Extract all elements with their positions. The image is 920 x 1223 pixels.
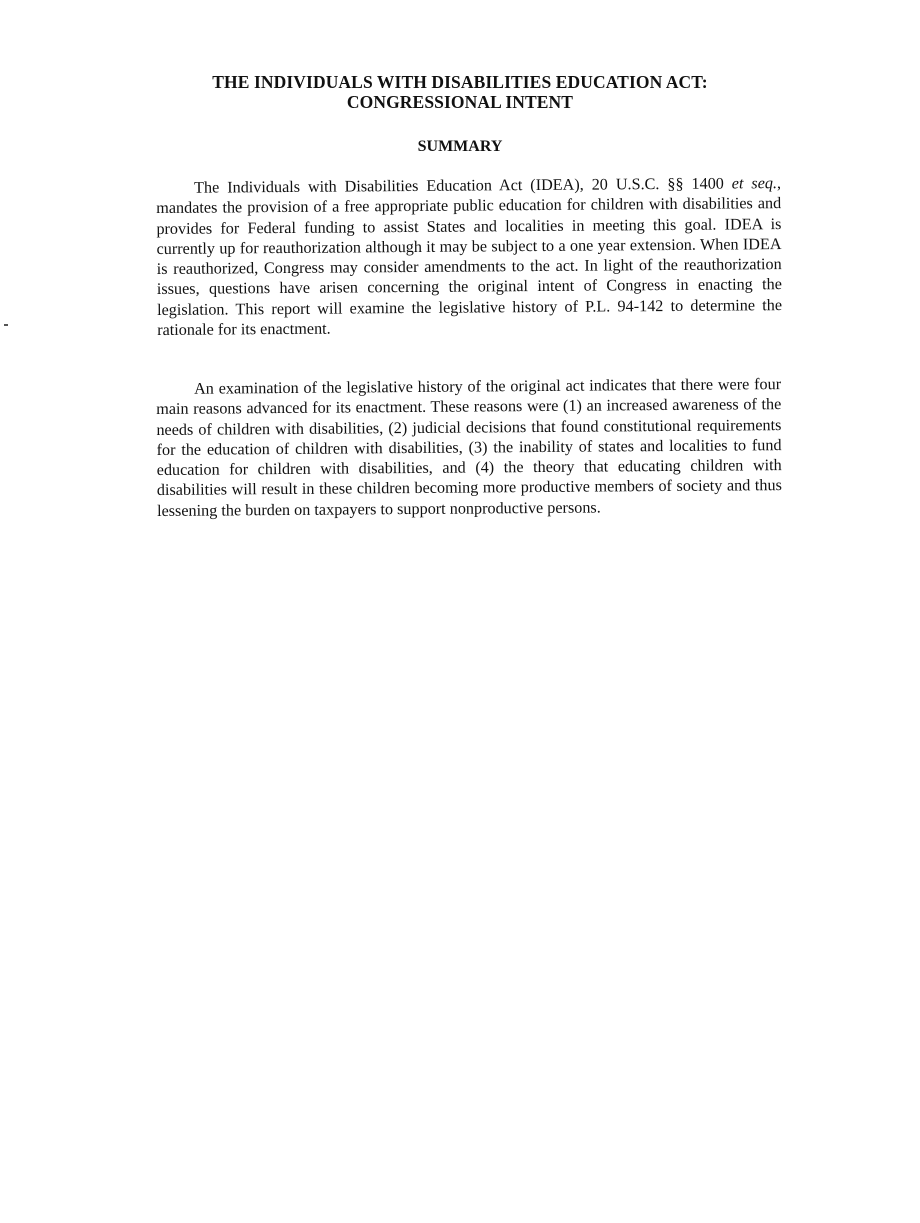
title-line-1: THE INDIVIDUALS WITH DISABILITIES EDUCATION ACT: (212, 72, 708, 92)
title-line-2: CONGRESSIONAL INTENT (346, 92, 574, 112)
summary-paragraph-2: An examination of the legislative history of the original act indicates that there were four main reasons advanced for its enactment. These reasons were (1) an increased awareness of the needs of children with disabilities, (2) judicial decisions that found constitutional requirements for the education of children with disabilities, (3) the inability of states and localities to fund education for children with disabilities, and (4) the theory that educating children with disabilities will result in these children becoming more productive members of society and thus lessening the burden on taxpayers to support nonproductive persons. (156, 375, 782, 520)
paragraph-1-rest: , mandates the provision of a free appropriate public education for children with disabilities and provides for Federal funding to assist States and localities in meeting this goal. IDEA is currently up for reauthorization although it may be subject to a one year extension. When IDEA is reauthorized, Congress may consider amendments to the act. In light of the reauthorization issues, questions have arisen concerning the original intent of Congress in enacting the legislation. This report will examine the legislative history of P.L. 94-142 to determine the rationale for its enactment. (156, 174, 783, 340)
summary-paragraph-1 (156, 173, 782, 340)
document-title (130, 72, 790, 112)
margin-mark (4, 324, 8, 326)
summary-heading: SUMMARY (417, 138, 503, 155)
paragraph-1-lead: The Individuals with Disabilities Education Act (IDEA), 20 U.S.C. §§ 1400 (194, 174, 732, 197)
paragraph-1-italic: et seq. (731, 174, 778, 193)
